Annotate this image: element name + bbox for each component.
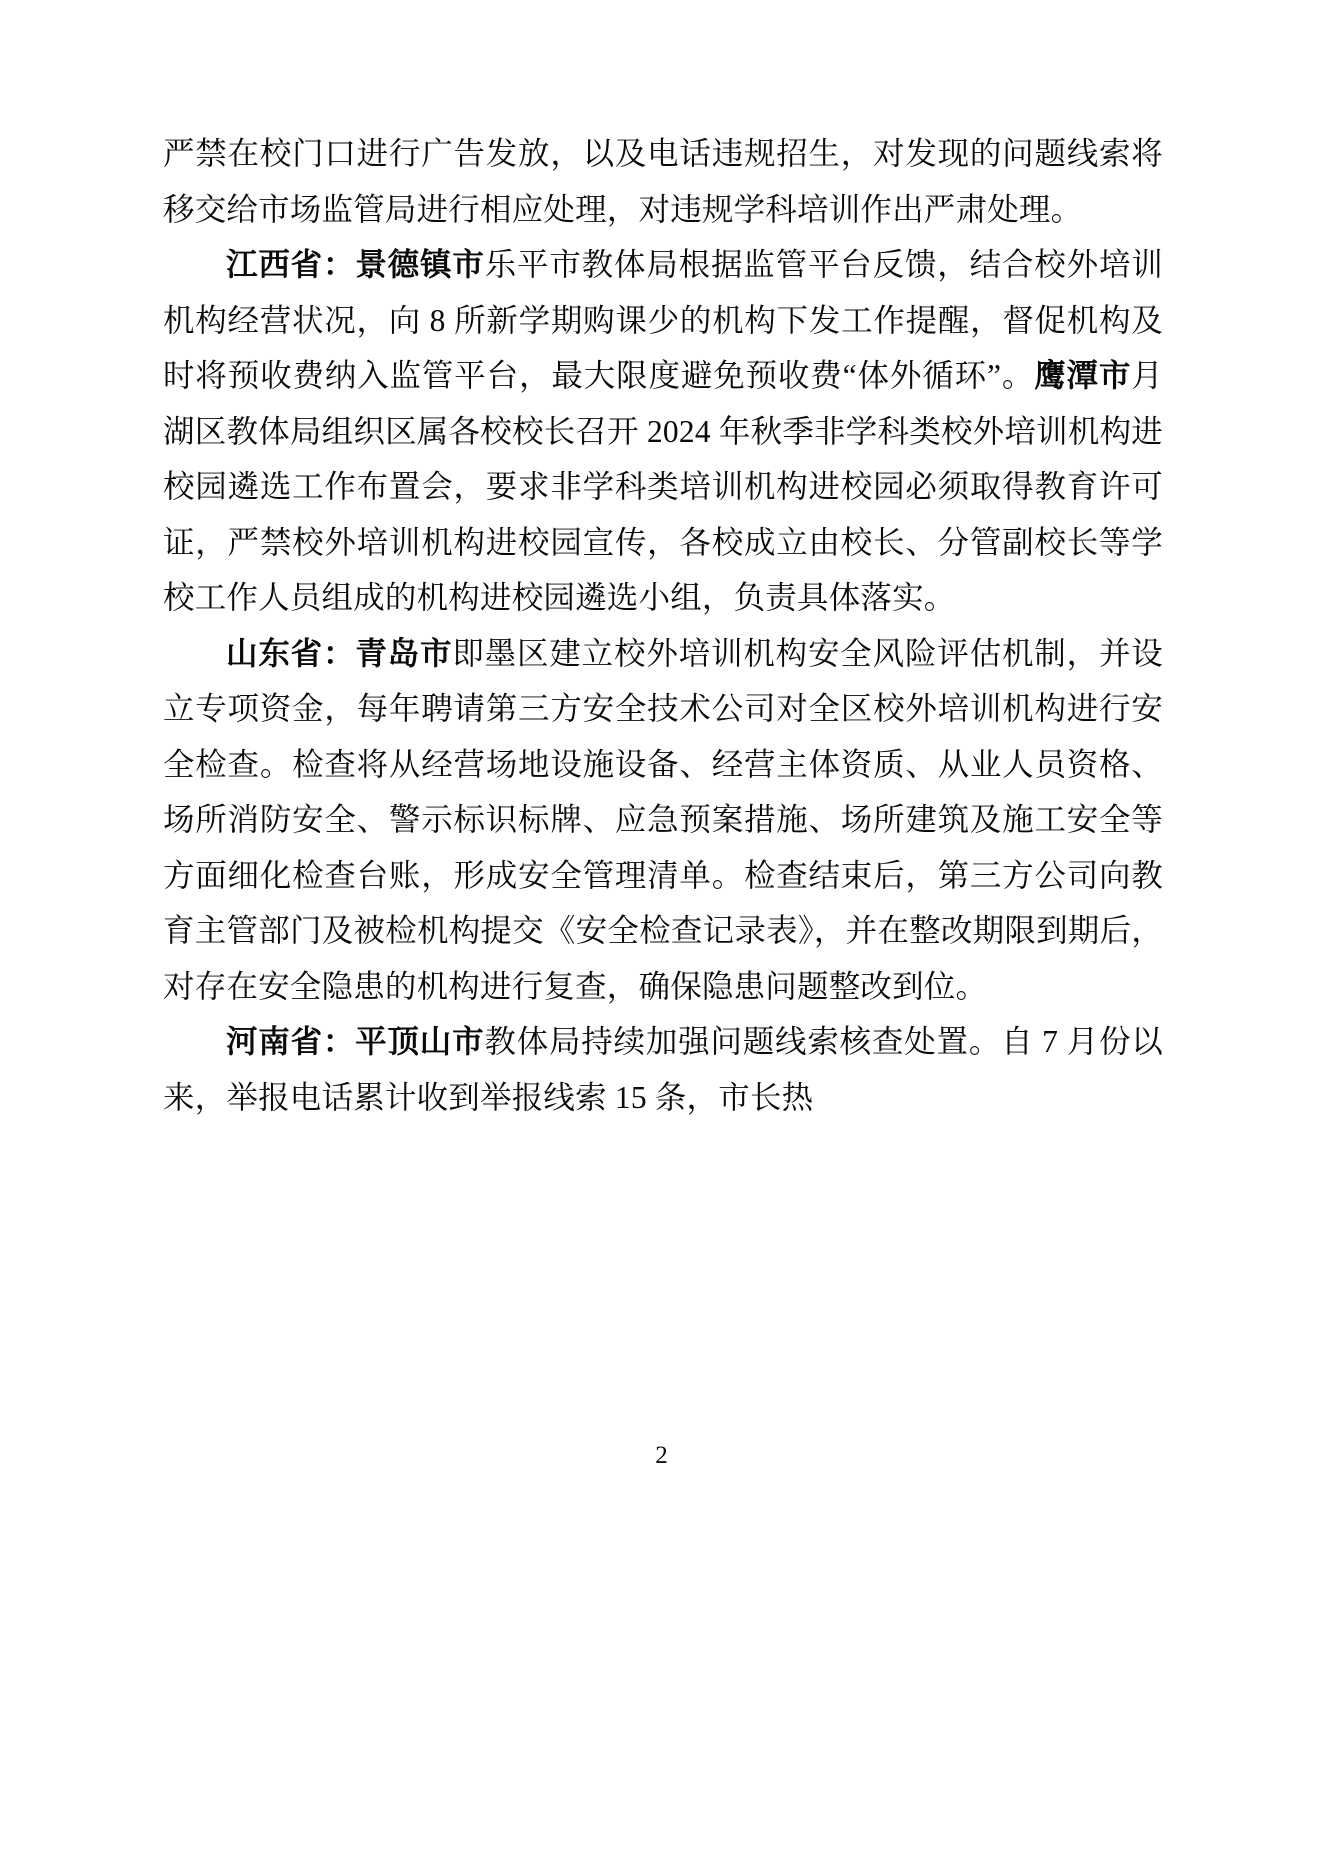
paragraph-henan [163,1014,1163,1125]
paragraph-shandong-run-1: 即墨区建立校外培训机构安全风险评估机制，并设立专项资金，每年聘请第三方安全技术公司对全区校外培训机构进行安全检查。检查将从经营场地设施设备、经营主体资质、从业人员资格、场所消防安全、警示标识标牌、应急预案措施、场所建筑及施工安全等方面细化检查台账，形成安全管理清单。检查结束后，第三方公司向教育主管部门及被检机构提交《安全检查记录表》，并在整改期限到期后，对存在安全隐患的机构进行复查，确保隐患问题整改到位。 [163,635,1163,1004]
paragraph-continuation [163,126,1163,237]
page-number: 2 [655,1442,668,1469]
page-body [163,126,1163,1125]
paragraph-shandong [163,626,1163,1015]
paragraph-jiangxi-run-3: 月湖区教体局组织区属各校校长召开 2024 年秋季非学科类校外培训机构进校园遴选工作布置会，要求非学科类培训机构进校园必须取得教育许可证，严禁校外培训机构进校园宣传，各校成立由校长、分管副校长等学校工作人员组成的机构进校园遴选小组，负责具体落实。 [163,358,1163,615]
paragraph-jiangxi-run-1: 乐平市教体局根据监管平台反馈，结合校外培训机构经营状况，向 8 所新学期购课少的机构下发工作提醒，督促机构及时将预收费纳入监管平台，最大限度避免预收费“体外循环”。 [163,247,1163,393]
paragraph-jiangxi [163,237,1163,626]
paragraph-henan-run-0: 河南省：平顶山市 [226,1024,485,1059]
paragraph-jiangxi-run-2: 鹰潭市 [1034,358,1132,393]
paragraph-continuation-run-0: 严禁在校门口进行广告发放，以及电话违规招生，对发现的问题线索将移交给市场监管局进行相应处理，对违规学科培训作出严肃处理。 [163,136,1163,227]
paragraph-shandong-run-0: 山东省：青岛市 [226,635,453,671]
paragraph-jiangxi-run-0: 江西省：景德镇市 [226,247,485,282]
paragraph-henan-run-1: 教体局持续加强问题线索核查处置。自 7 月份以来，举报电话累计收到举报线索 15 条，市长热 [163,1024,1163,1115]
